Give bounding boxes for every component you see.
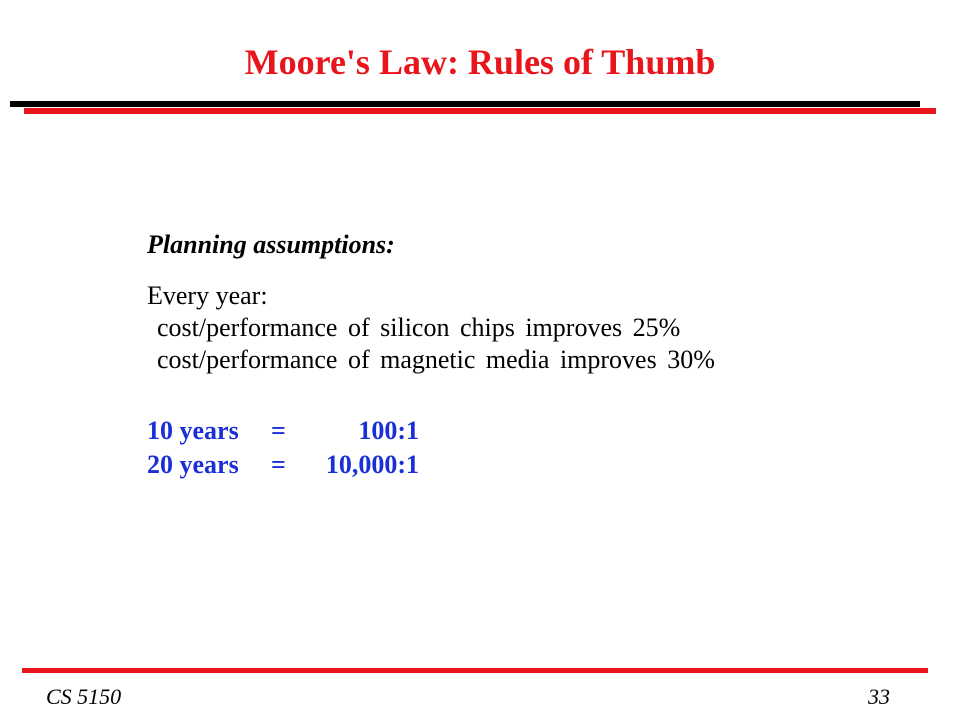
footer-divider (22, 668, 928, 673)
ratio-label: 20 years (147, 450, 239, 479)
ratio-label: 10 years (147, 416, 239, 445)
slide-content (147, 228, 907, 482)
ratio-table (147, 414, 907, 482)
slide-title: Moore's Law: Rules of Thumb (244, 42, 716, 82)
title-divider-red (24, 108, 936, 114)
ratio-row (147, 414, 907, 448)
ratio-value: 100:1 (358, 416, 419, 445)
bullet-item-magnetic: cost/performance of magnetic media improves 30% (157, 345, 715, 374)
title-divider-black (10, 101, 920, 107)
footer-course: CS 5150 (46, 684, 122, 709)
bullet-item-silicon: cost/performance of silicon chips improves 25% (157, 313, 681, 342)
ratio-equals: = (271, 416, 286, 445)
ratio-equals: = (271, 450, 286, 479)
ratio-row (147, 448, 907, 482)
ratio-value: 10,000:1 (325, 450, 419, 479)
section-heading: Planning assumptions: (147, 230, 395, 259)
lead-text: Every year: (147, 281, 268, 310)
footer-page-number: 33 (868, 684, 890, 709)
